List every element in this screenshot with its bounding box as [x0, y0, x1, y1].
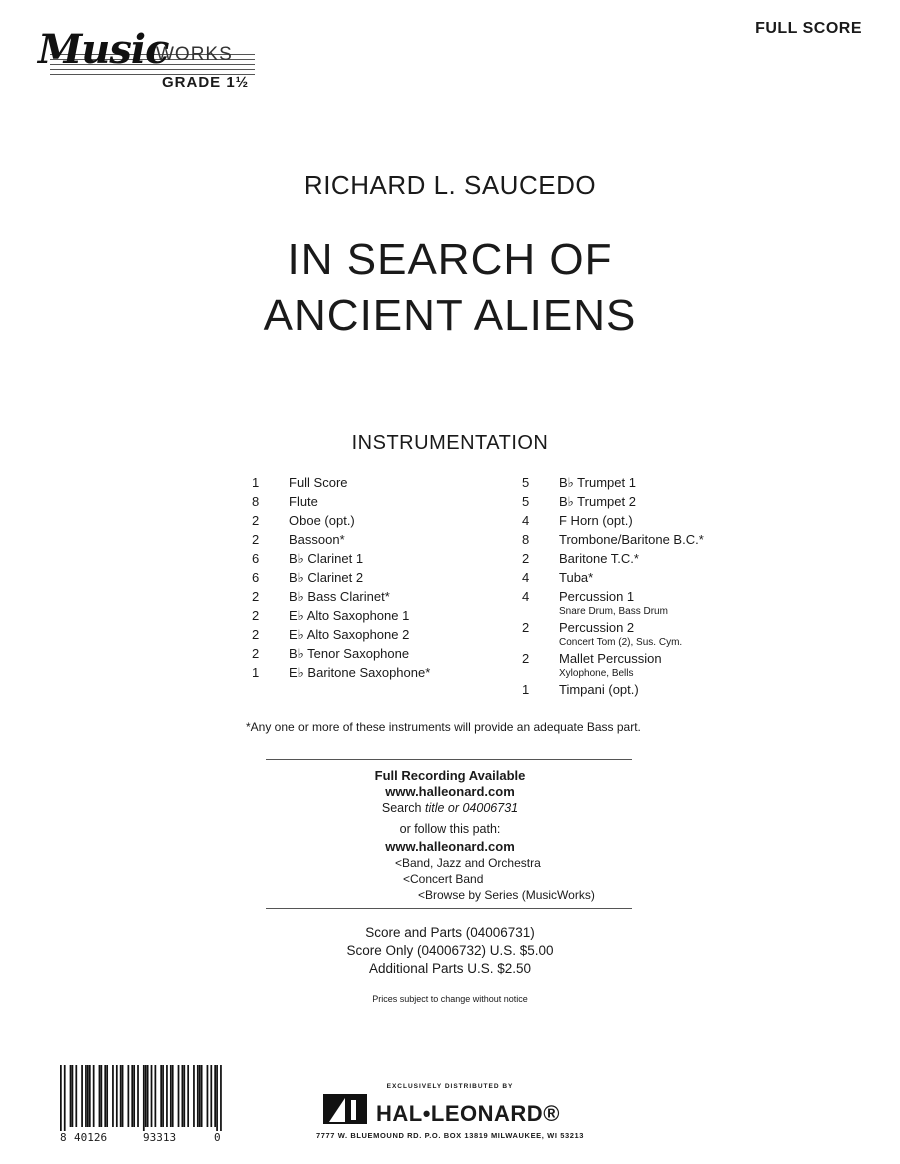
recording-url-2[interactable]: www.halleonard.com — [385, 839, 515, 854]
instrument-name: B♭ Trumpet 2 — [559, 494, 636, 509]
instrument-name: B♭ Bass Clarinet* — [289, 589, 390, 604]
barcode-bar — [166, 1065, 168, 1127]
instrument-name-cell — [289, 644, 409, 663]
instrument-detail: Xylophone, Bells — [559, 668, 634, 679]
barcode-bar — [75, 1065, 77, 1127]
instrument-row — [252, 663, 502, 682]
barcode-bar — [160, 1065, 162, 1127]
instrument-row — [522, 549, 782, 568]
composer-name: RICHARD L. SAUCEDO — [303, 170, 597, 200]
instrument-quantity: 2 — [252, 608, 260, 623]
grade-label: GRADE 1½ — [162, 74, 250, 91]
barcode-bar — [101, 1065, 103, 1127]
recording-heading: Full Recording Available — [374, 768, 526, 783]
barcode-bar — [151, 1065, 153, 1127]
barcode-bar — [131, 1065, 133, 1127]
instrument-name-cell — [289, 663, 430, 682]
instrument-row — [252, 606, 502, 625]
barcode-bar — [99, 1065, 101, 1127]
search-prefix: Search — [381, 801, 425, 815]
barcode-bar — [104, 1065, 106, 1127]
instrument-name: Bassoon* — [289, 532, 345, 547]
instrument-quantity: 2 — [252, 589, 260, 604]
instrument-name: Tuba* — [559, 570, 594, 585]
instrument-row — [522, 649, 782, 679]
instrument-name: Full Score — [289, 475, 348, 490]
path-step-2: <Concert Band — [403, 872, 484, 886]
instrument-name-cell — [289, 549, 363, 568]
instrument-name-cell — [559, 549, 639, 568]
instrument-name: B♭ Clarinet 1 — [289, 551, 364, 566]
search-line — [0, 800, 900, 816]
barcode-digit-first: 8 — [60, 1131, 67, 1144]
logo-works-text: WORKS — [156, 44, 233, 65]
instrument-name: F Horn (opt.) — [559, 513, 633, 528]
instrument-name: B♭ Clarinet 2 — [289, 570, 364, 585]
instrument-row — [522, 618, 782, 648]
instrument-row — [252, 644, 502, 663]
price-line-2: Score Only (04006732) U.S. $5.00 — [346, 943, 554, 958]
instrument-name: E♭ Alto Saxophone 1 — [289, 608, 410, 623]
instrument-name: Percussion 1 — [559, 589, 635, 604]
barcode-bar — [85, 1065, 87, 1127]
barcode-bar — [143, 1065, 145, 1131]
instrument-name: E♭ Baritone Saxophone* — [289, 665, 431, 680]
barcode-digits-left: 40126 — [74, 1131, 108, 1144]
barcode-bar — [87, 1065, 89, 1127]
instrument-name-cell — [289, 606, 409, 625]
instrument-row — [522, 492, 782, 511]
barcode-bar — [199, 1065, 201, 1127]
instrument-name: Oboe (opt.) — [289, 513, 355, 528]
instrument-row — [522, 473, 782, 492]
instrument-name: B♭ Trumpet 1 — [559, 475, 636, 490]
hal-leonard-wordmark: HAL•LEONARD® — [376, 1101, 560, 1126]
instrument-row — [252, 492, 502, 511]
price-line-3: Additional Parts U.S. $2.50 — [368, 961, 532, 976]
instrument-list-right — [522, 473, 782, 699]
instrument-quantity: 4 — [522, 513, 530, 528]
barcode-bar — [162, 1065, 164, 1127]
instrument-name-cell — [559, 568, 593, 587]
instrumentation-heading: INSTRUMENTATION — [351, 432, 549, 454]
barcode-bar — [60, 1065, 62, 1131]
logo-script-text: Music — [38, 26, 169, 73]
instrument-row — [252, 511, 502, 530]
barcode-bar — [145, 1065, 147, 1127]
instrument-name-cell — [289, 587, 390, 606]
barcode-bar — [193, 1065, 195, 1127]
instrument-quantity: 8 — [252, 494, 260, 509]
instrument-list-left — [252, 473, 502, 682]
instrument-detail: Snare Drum, Bass Drum — [559, 606, 668, 617]
instrument-row — [252, 568, 502, 587]
instrument-name-cell — [289, 530, 345, 549]
instrument-row — [252, 530, 502, 549]
instrument-name-cell — [289, 568, 363, 587]
barcode-bar — [216, 1065, 218, 1131]
instrument-quantity: 5 — [522, 475, 530, 490]
instrument-row — [252, 473, 502, 492]
instrument-quantity: 8 — [522, 532, 530, 547]
instrument-quantity: 6 — [252, 551, 260, 566]
barcode-bar — [155, 1065, 157, 1127]
path-step-3: <Browse by Series (MusicWorks) — [418, 888, 595, 902]
instrument-quantity: 4 — [522, 589, 530, 604]
barcode-bar — [201, 1065, 203, 1127]
instrument-name-cell — [559, 680, 639, 699]
instrument-name: Baritone T.C.* — [559, 551, 639, 566]
barcode-bar — [122, 1065, 124, 1127]
distributed-by-label: EXCLUSIVELY DISTRIBUTED BY — [386, 1083, 514, 1090]
instrument-name-cell — [289, 511, 355, 530]
instrument-row — [252, 625, 502, 644]
price-notice: Prices subject to change without notice — [372, 994, 528, 1004]
price-line-1: Score and Parts (04006731) — [365, 925, 535, 940]
instrument-name: Mallet Percussion — [559, 651, 662, 666]
path-step-1: <Band, Jazz and Orchestra — [395, 856, 541, 870]
barcode-digit-last: 0 — [214, 1131, 221, 1144]
instrument-quantity: 2 — [252, 646, 260, 661]
instrument-name-cell — [559, 511, 633, 530]
full-score-label: FULL SCORE — [755, 20, 862, 37]
barcode-bar — [214, 1065, 216, 1127]
barcode-bar — [187, 1065, 189, 1127]
instrument-quantity: 2 — [252, 627, 260, 642]
instrument-name: Flute — [289, 494, 318, 509]
instrument-quantity: 6 — [252, 570, 260, 585]
barcode-bar — [182, 1065, 184, 1127]
instrument-name-cell — [559, 492, 636, 511]
instrument-name-cell — [559, 473, 636, 492]
prices-block — [0, 924, 900, 978]
instrument-quantity: 2 — [522, 551, 530, 566]
barcode-bars — [60, 1065, 222, 1131]
instrument-name: Percussion 2 — [559, 620, 635, 635]
divider-bottom — [266, 908, 632, 909]
barcode-bar — [64, 1065, 66, 1131]
search-italic: title or 04006731 — [424, 801, 519, 815]
instrument-quantity: 5 — [522, 494, 530, 509]
barcode-bar — [106, 1065, 108, 1127]
barcode-bar — [147, 1065, 149, 1127]
instrument-detail: Concert Tom (2), Sus. Cym. — [559, 637, 683, 648]
instrument-row — [522, 568, 782, 587]
barcode-bar — [81, 1065, 83, 1127]
instrument-name: B♭ Tenor Saxophone — [289, 646, 410, 661]
hal-leonard-emblem-icon — [323, 1092, 371, 1128]
barcode-bar — [207, 1065, 209, 1127]
instrument-name-cell — [289, 492, 318, 511]
instrument-row — [522, 680, 782, 699]
instrument-quantity: 4 — [522, 570, 530, 585]
instrument-quantity: 2 — [522, 651, 530, 666]
instrument-quantity: 2 — [252, 513, 260, 528]
instrument-name-cell — [289, 473, 348, 492]
barcode-bar — [178, 1065, 180, 1127]
barcode-bar — [128, 1065, 130, 1127]
barcode-bar — [120, 1065, 122, 1127]
instrument-quantity: 1 — [252, 475, 260, 490]
barcode-bar — [197, 1065, 199, 1127]
instrument-name-cell — [559, 587, 668, 617]
barcode-bar — [170, 1065, 172, 1127]
bass-footnote: *Any one or more of these instruments will provide an adequate Bass part. — [246, 720, 641, 734]
barcode-bar — [133, 1065, 135, 1127]
barcode-bar — [172, 1065, 174, 1127]
barcode-bar — [137, 1065, 139, 1127]
instrument-row — [252, 549, 502, 568]
instrument-row — [522, 530, 782, 549]
title-line-2: ANCIENT ALIENS — [263, 291, 637, 340]
barcode-bar — [89, 1065, 91, 1127]
instrument-name: Trombone/Baritone B.C.* — [559, 532, 704, 547]
recording-url[interactable]: www.halleonard.com — [385, 784, 515, 799]
instrument-name-cell — [559, 530, 704, 549]
barcode-bar — [93, 1065, 95, 1127]
barcode-bar — [116, 1065, 118, 1127]
instrument-name: E♭ Alto Saxophone 2 — [289, 627, 410, 642]
follow-path-text: or follow this path: — [399, 822, 501, 836]
recording-info — [0, 768, 900, 855]
instrument-name: Timpani (opt.) — [559, 682, 639, 697]
barcode-bar — [220, 1065, 222, 1131]
divider-top — [266, 759, 632, 760]
instrument-quantity: 2 — [252, 532, 260, 547]
barcode-bar — [210, 1065, 212, 1127]
barcode-bar — [70, 1065, 72, 1127]
barcode-bar — [112, 1065, 114, 1127]
title-line-1: IN SEARCH OF — [287, 235, 613, 284]
barcode-bar — [72, 1065, 74, 1127]
barcode-bar — [183, 1065, 185, 1127]
instrument-name-cell — [559, 649, 662, 679]
barcode-digits-right: 93313 — [143, 1131, 177, 1144]
instrument-name-cell — [289, 625, 409, 644]
piece-title — [0, 232, 900, 344]
instrument-row — [522, 511, 782, 530]
instrument-name-cell — [559, 618, 682, 648]
instrument-quantity: 1 — [522, 682, 530, 697]
instrument-row — [252, 587, 502, 606]
distributor-address: 7777 W. BLUEMOUND RD. P.O. BOX 13819 MILWAUKEE, WI 53213 — [315, 1131, 585, 1140]
instrument-row — [522, 587, 782, 617]
instrument-quantity: 2 — [522, 620, 530, 635]
instrument-quantity: 1 — [252, 665, 260, 680]
